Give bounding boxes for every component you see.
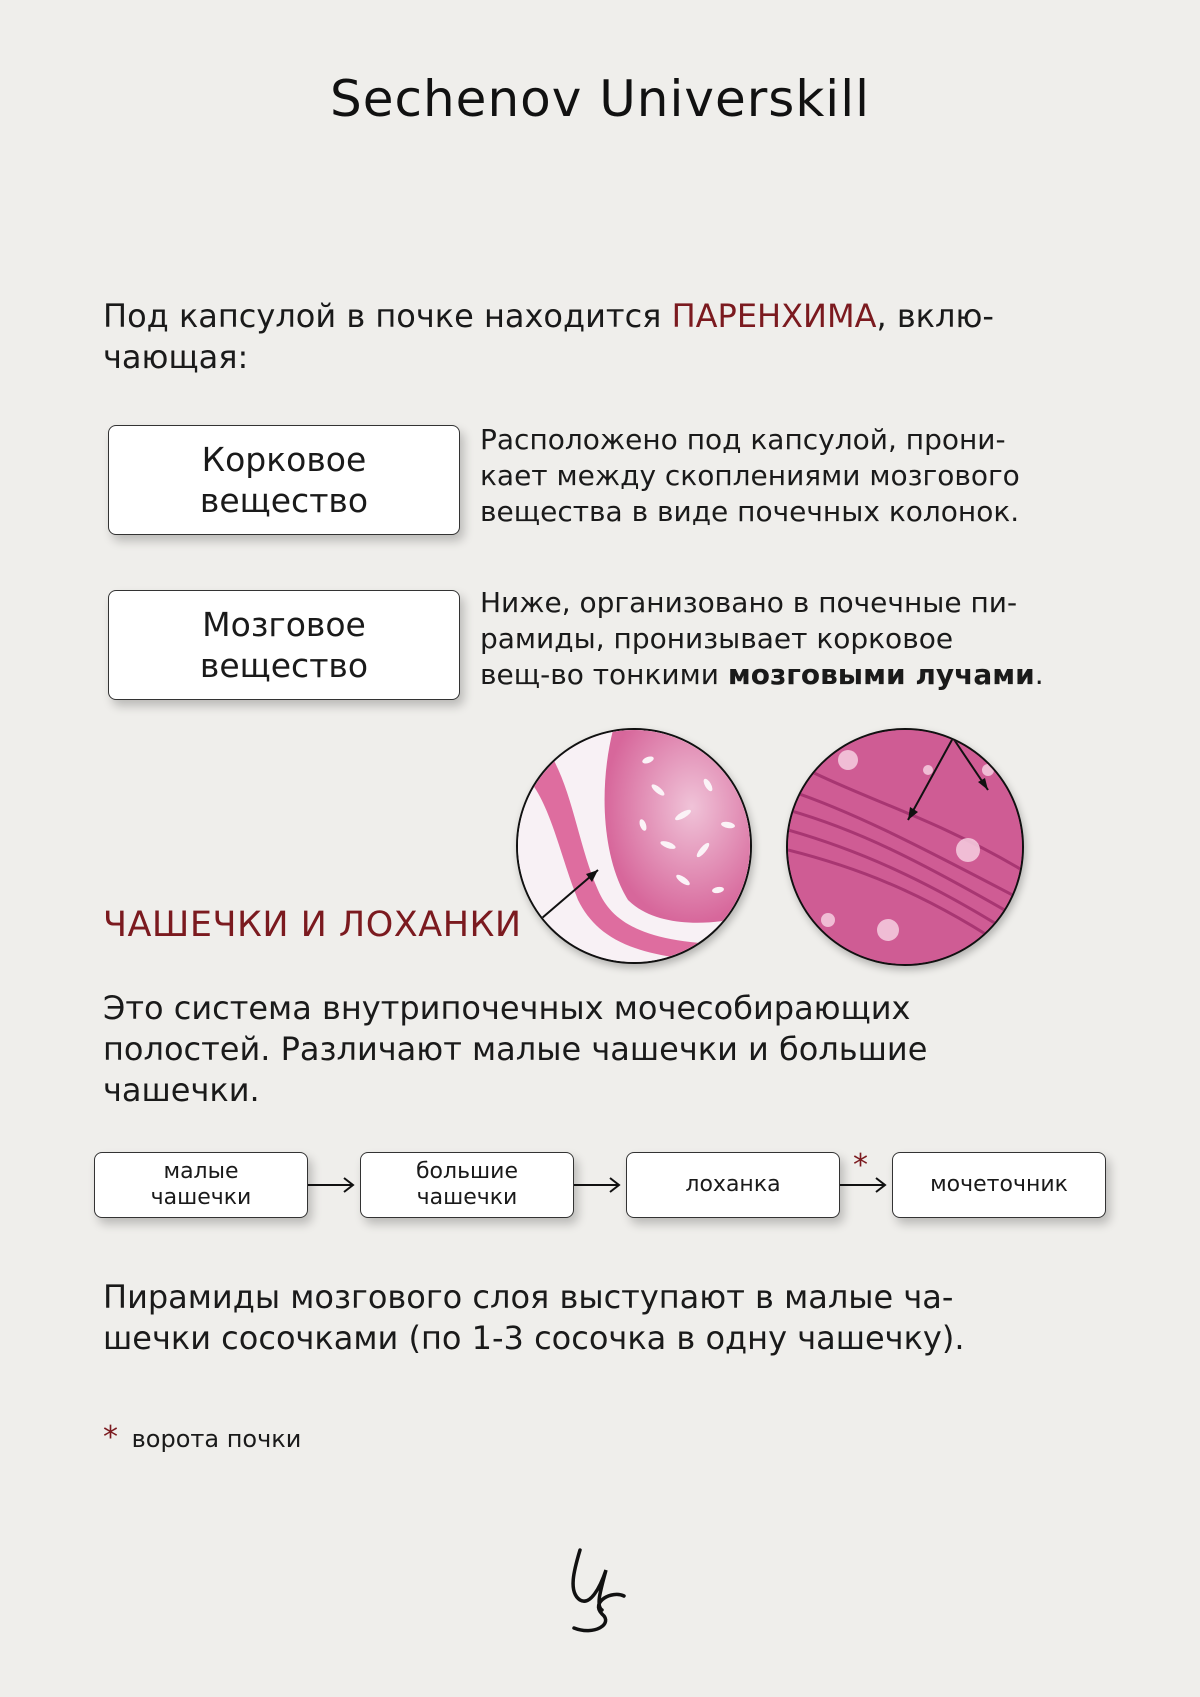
medulla-description xyxy=(480,585,1120,693)
cortex-desc-line3: вещества в виде почечных колонок. xyxy=(480,495,1020,528)
intro-line-2: чающая: xyxy=(103,338,249,376)
pyramids-line1: Пирамиды мозгового слоя выступают в малые ча- xyxy=(103,1278,954,1316)
calyces-line2: полостей. Различают малые чашечки и большие xyxy=(103,1030,928,1068)
flow-ureter-label: мочеточник xyxy=(930,1172,1068,1197)
medulla-desc-line1: Ниже, организовано в почечные пи- xyxy=(480,586,1018,619)
calyces-paragraph xyxy=(103,988,1113,1111)
cortex-desc-line2: кает между скоплениями мозгового xyxy=(480,459,1020,492)
pyramids-line2: шечки сосочками (по 1-3 сосочка в одну чашечку). xyxy=(103,1319,965,1357)
footnote-text: ворота почки xyxy=(131,1425,302,1453)
medulla-desc-line2: рамиды, пронизывает корковое xyxy=(480,622,954,655)
cortex-label-line2: вещество xyxy=(199,481,369,520)
flow-major-calyces xyxy=(360,1152,574,1218)
flow-major-line1: большие xyxy=(415,1159,519,1184)
calyces-line1: Это система внутрипочечных мочесобирающих xyxy=(103,989,911,1027)
intro-text-end: , вклю- xyxy=(876,297,994,335)
flow-arrow-2 xyxy=(574,1175,624,1195)
medulla-micrograph xyxy=(786,728,1024,966)
cortex-box xyxy=(108,425,460,535)
flow-pelvis xyxy=(626,1152,840,1218)
hilum-marker: * xyxy=(853,1148,868,1183)
medulla-label-line2: вещество xyxy=(199,646,369,685)
pyramids-paragraph xyxy=(103,1277,1113,1359)
page-title: Sechenov Universkill xyxy=(330,70,870,128)
cortex-description xyxy=(480,422,1120,530)
flow-minor-line1: малые xyxy=(163,1159,239,1184)
universkill-logo xyxy=(556,1540,646,1640)
footnote xyxy=(103,1420,301,1455)
flow-pelvis-label: лоханка xyxy=(685,1172,781,1197)
flow-arrow-3 xyxy=(840,1175,890,1195)
intro-paragraph xyxy=(103,296,1113,378)
intro-text: Под капсулой в почке находится xyxy=(103,297,672,335)
medulla-box xyxy=(108,590,460,700)
intro-line-1 xyxy=(103,296,1113,337)
flow-major-line2: чашечки xyxy=(416,1185,518,1210)
medulla-label-line1: Мозговое xyxy=(202,605,366,644)
cortex-desc-line1: Расположено под капсулой, прони- xyxy=(480,423,1006,456)
flow-ureter xyxy=(892,1152,1106,1218)
flow-minor-calyces xyxy=(94,1152,308,1218)
calyces-section-title: ЧАШЕЧКИ И ЛОХАНКИ xyxy=(103,905,522,945)
calyces-line3: чашечки. xyxy=(103,1071,260,1109)
flow-arrow-1 xyxy=(308,1175,358,1195)
parenchyma-highlight: ПАРЕНХИМА xyxy=(671,297,877,335)
medulla-micrograph-svg xyxy=(788,730,1022,964)
medulla-desc-line3 xyxy=(480,657,1120,693)
cortex-label-line1: Корковое xyxy=(201,440,367,479)
medullary-rays-bold: мозговыми лучами xyxy=(727,658,1035,691)
calyx-micrograph xyxy=(516,728,752,964)
flow-minor-line2: чашечки xyxy=(150,1185,252,1210)
footnote-marker: * xyxy=(103,1420,118,1455)
medulla-desc-end: . xyxy=(1034,658,1044,691)
medulla-desc-plain: вещ-во тонкими xyxy=(480,658,728,691)
calyx-micrograph-svg xyxy=(518,730,750,962)
